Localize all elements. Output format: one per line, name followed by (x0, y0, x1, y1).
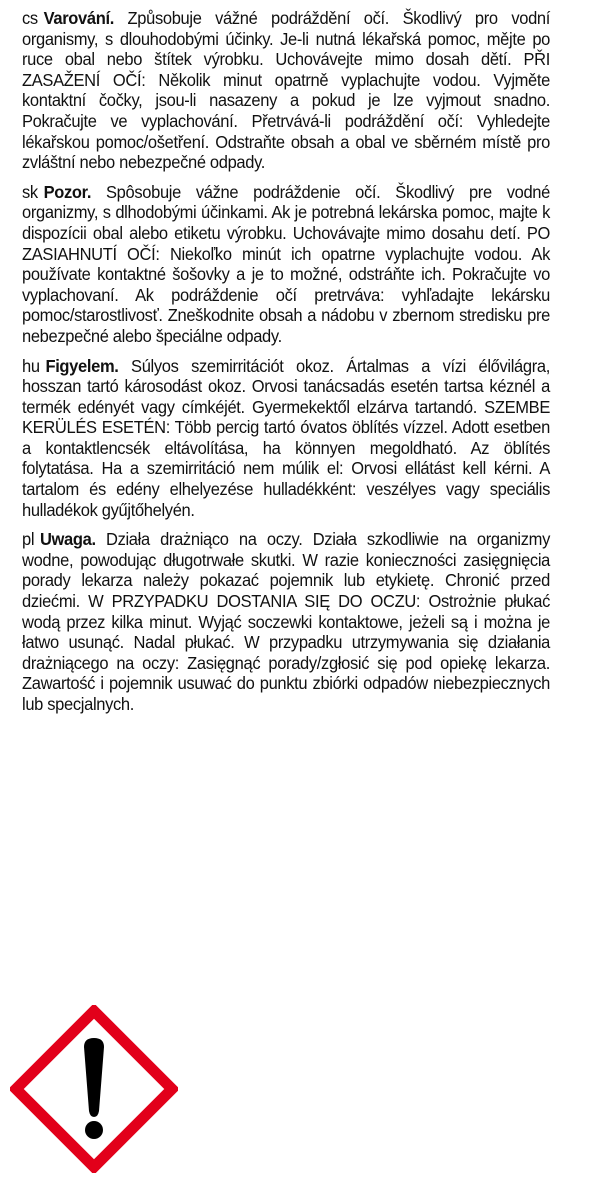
language-code: pl (22, 529, 35, 550)
hazard-statement-text: Súlyos szemirritációt okoz. Ártalmas a vízi élővilágra, hosszan tartó károsodást okoz. Orvosi tanácsadás esetén tartsa kéznél a termék edényét vagy címkéjét. Gyermekektől elzárva tartandó. SZEMBE KERÜLÉS ESETÉN: Több percig tartó óvatos öblítés vízzel. Adott esetben a kontaktlencsék eltávolítása, ha könnyen megoldható. Az öblítés folytatása. Ha a szemirritáció nem múlik el: Orvosi ellátást kell kérni. A tartalom és edény elhelyezése hulladékként: veszélyes vagy speciális hulladékok gyűjtőhelyén. (22, 355, 550, 520)
warning-block-hu (22, 356, 550, 521)
warning-block-pl (22, 529, 550, 714)
warning-block-sk (22, 182, 550, 347)
warning-label-text (22, 8, 550, 724)
ghs-exclamation-mark-icon (10, 1005, 178, 1173)
exclamation-dot-icon (85, 1121, 103, 1139)
language-code: sk (22, 181, 38, 202)
warning-block-cs (22, 8, 550, 173)
language-code: hu (22, 355, 40, 376)
signal-word: Varování. (43, 8, 114, 28)
signal-word: Pozor. (43, 181, 92, 202)
signal-word: Figyelem. (45, 355, 119, 376)
language-code: cs (22, 8, 38, 28)
hazard-statement-text: Spôsobuje vážne podráždenie očí. Škodlivý pre vodné organizmy, s dlhodobými účinkami. Ak je potrebná lekárska pomoc, majte k dispozícii obal alebo etiketu výrobku. Uchovávajte mimo dosahu detí. PO ZASIAHNUTÍ OČÍ: Niekoľko minút ich opatrne vyplachujte vodou. Ak používate kontaktné šošovky a je to možné, odstráňte ich. Pokračujte vo vyplachovaní. Ak podráždenie očí pretrváva: vyhľadajte lekársku pomoc/starostlivosť. Zneškodnite obsah a nádobu v zbernom stredisku pre nebezpečné alebo špeciálne odpady. (22, 181, 550, 346)
hazard-statement-text: Způsobuje vážné podráždění očí. Škodlivý pro vodní organismy, s dlouhodobými účinky. Je-li nutná lékařská pomoc, mějte po ruce obal nebo štítek výrobku. Uchovávejte mimo dosah dětí. PŘI ZASAŽENÍ OČÍ: Několik minut opatrně vyplachujte vodou. Vyjměte kontaktní čočky, jsou-li nasazeny a pokud je lze vyjmout snadno. Pokračujte ve vyplachování. Přetrvává-li podráždění očí: Vyhledejte lékařskou pomoc/ošetření. Odstraňte obsah a obal ve sběrném místě pro zvláštní nebo nebezpečné odpady. (22, 8, 551, 173)
signal-word: Uwaga. (39, 529, 96, 550)
hazard-statement-text: Działa drażniąco na oczy. Działa szkodliwie na organizmy wodne, powodując długotrwałe skutki. W razie konieczności zasięgnięcia porady lekarza należy pokazać pojemnik lub etykietę. Chronić przed dziećmi. W PRZYPADKU DOSTANIA SIĘ DO OCZU: Ostrożnie płukać wodą przez kilka minut. Wyjąć soczewki kontaktowe, jeżeli są i można je łatwo usunąć. Nadal płukać. W przypadku utrzymywania się działania drażniącego na oczy: Zasięgnąć porady/zgłosić się pod opiekę lekarza. Zawartość i pojemnik usuwać do punktu zbiórki odpadów niebezpiecznych lub specjalnych. (22, 529, 551, 714)
